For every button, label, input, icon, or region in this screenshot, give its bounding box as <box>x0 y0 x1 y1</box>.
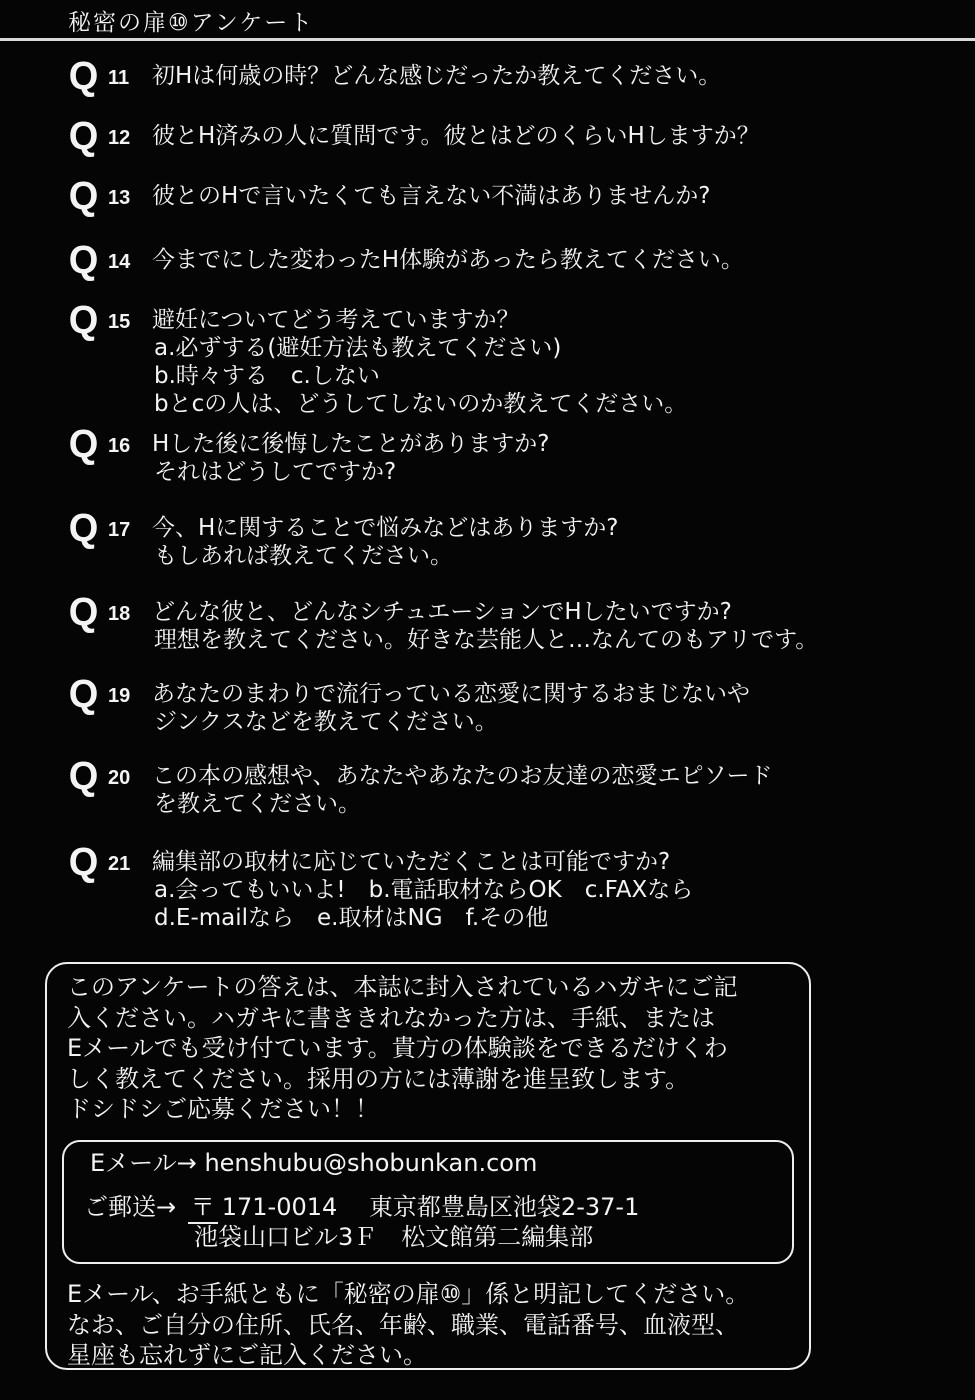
notice-line: Eメールでも受け付ています。貴方の体験談をできるだけくわ <box>67 1034 728 1062</box>
question-subline: を教えてください。 <box>154 791 361 817</box>
page-title: 秘密の扉⑩アンケート <box>68 10 315 36</box>
question-number: 20 <box>108 767 131 789</box>
question-number: 14 <box>108 251 131 273</box>
question-text <box>152 430 550 486</box>
email-label: Eメール→ <box>90 1149 197 1177</box>
q-mark-icon: Q <box>68 114 99 158</box>
question-text <box>152 680 750 736</box>
question-text <box>152 514 619 570</box>
q-mark-icon: Q <box>68 422 99 466</box>
question-line: 彼とのHで言いたくても言えない不満はありませんか? <box>152 183 711 209</box>
mail-row <box>84 1192 639 1224</box>
address-line-1: 東京都豊島区池袋2-37-1 <box>368 1193 640 1221</box>
notice-intro <box>67 972 738 1125</box>
question-subline: b.時々する c.しない <box>154 363 380 389</box>
question-line: あなたのまわりで流行っている恋愛に関するおまじないや <box>152 681 750 707</box>
notice-line: なお、ご自分の住所、氏名、年齢、職業、電話番号、血液型、 <box>67 1310 739 1339</box>
q-mark-icon: Q <box>68 840 99 884</box>
question-number: 12 <box>108 127 131 149</box>
notice-line: しく教えてください。採用の方には薄謝を進呈致します。 <box>67 1064 690 1093</box>
question-text <box>152 848 693 932</box>
header-divider <box>0 38 975 41</box>
question-number: 18 <box>108 603 131 625</box>
q-mark-icon: Q <box>68 54 99 98</box>
question-number: 15 <box>108 311 131 333</box>
question-line: 編集部の取材に応じていただくことは可能ですか? <box>152 849 671 875</box>
notice-line: 星座も忘れずにご記入ください。 <box>67 1341 427 1369</box>
notice-line: Eメール、お手紙ともに「秘密の扉⑩」係と明記してください。 <box>67 1280 750 1308</box>
question-subline: a.必ずする(避妊方法も教えてください) <box>154 335 562 361</box>
question-number: 16 <box>108 435 131 457</box>
question-text <box>152 182 711 210</box>
q-mark-icon: Q <box>68 506 99 550</box>
notice-line: ドシドシご応募ください！！ <box>67 1095 379 1123</box>
q-mark-icon: Q <box>68 298 99 342</box>
address-line-2: 池袋山口ビル3Ｆ 松文館第二編集部 <box>194 1223 594 1251</box>
question-subline: それはどうしてですか? <box>154 459 397 485</box>
notice-box <box>45 962 811 1370</box>
q-mark-icon: Q <box>68 672 99 716</box>
question-subline: bとcの人は、どうしてしないのか教えてください。 <box>154 391 688 417</box>
question-line: 今、Hに関することで悩みなどはありますか? <box>152 515 619 541</box>
question-number: 11 <box>108 67 130 89</box>
q-mark-icon: Q <box>68 174 99 218</box>
postal-code: 171-0014 <box>221 1193 338 1221</box>
email-row <box>90 1148 537 1178</box>
question-line: Hした後に後悔したことがありますか? <box>152 431 550 457</box>
question-line: どんな彼と、どんなシチュエーションでHしたいですか? <box>152 599 732 625</box>
q-mark-icon: Q <box>68 754 99 798</box>
question-number: 21 <box>108 853 131 875</box>
question-text <box>152 122 760 150</box>
q-mark-icon: Q <box>68 590 99 634</box>
notice-line: 入ください。ハガキに書ききれなかった方は、手紙、または <box>67 1003 715 1032</box>
question-subline: もしあれば教えてください。 <box>154 543 453 569</box>
question-text <box>152 306 687 418</box>
notice-line: このアンケートの答えは、本誌に封入されているハガキにご記 <box>67 973 738 1001</box>
contact-box <box>62 1140 794 1264</box>
question-line: 今までにした変わったH体験があったら教えてください。 <box>152 247 744 273</box>
question-line: 避妊についてどう考えていますか？ <box>152 307 520 333</box>
question-text <box>152 62 721 90</box>
question-subline: d.E-mailなら e.取材はNG f.その他 <box>154 905 549 931</box>
notice-outro <box>67 1279 749 1371</box>
q-mark-icon: Q <box>68 238 99 282</box>
question-number: 13 <box>108 187 131 209</box>
mail-label: ご郵送→ <box>84 1193 177 1221</box>
question-line: 彼とH済みの人に質問です。彼とはどのくらいHしますか？ <box>152 123 760 149</box>
question-text <box>152 246 744 274</box>
question-number: 19 <box>108 685 131 707</box>
question-subline: ジンクスなどを教えてください。 <box>154 709 498 735</box>
question-text <box>152 762 773 818</box>
question-subline: 理想を教えてください。好きな芸能人と…なんてのもアリです。 <box>154 627 819 653</box>
email-address: henshubu@shobunkan.com <box>204 1149 538 1177</box>
question-line: この本の感想や、あなたやあなたのお友達の恋愛エピソード <box>152 763 773 789</box>
question-subline: a.会ってもいいよ! b.電話取材ならOK c.FAXなら <box>154 877 694 903</box>
question-text <box>152 598 818 654</box>
question-number: 17 <box>108 519 131 541</box>
postal-mark-icon: 〒 <box>188 1192 218 1224</box>
question-line: 初Hは何歳の時？どんな感じだったか教えてください。 <box>152 63 722 89</box>
